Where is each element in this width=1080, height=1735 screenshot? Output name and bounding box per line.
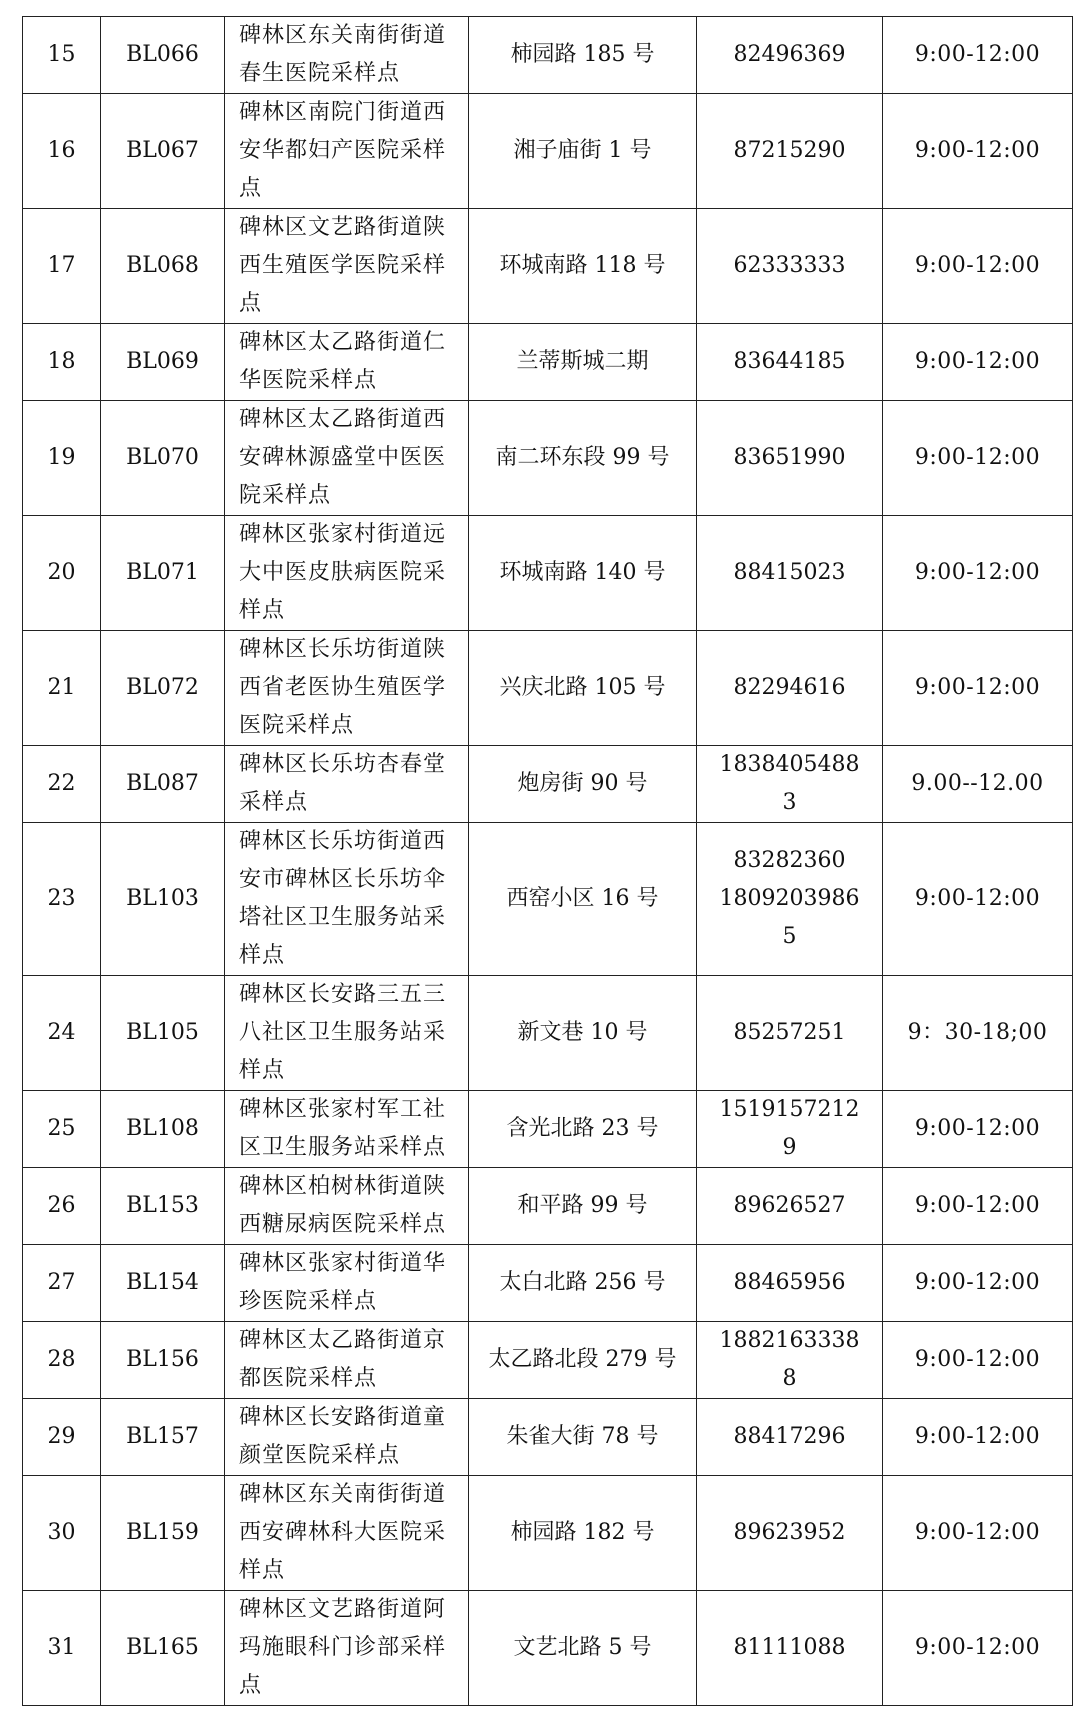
site-code: BL103 [101, 823, 225, 976]
row-number: 16 [23, 94, 101, 209]
row-number: 21 [23, 631, 101, 746]
table-row [23, 94, 1073, 209]
site-code: BL070 [101, 401, 225, 516]
contact-phone [697, 516, 883, 631]
site-address: 环城南路 118 号 [469, 209, 697, 324]
table-row [23, 976, 1073, 1091]
site-address: 兰蒂斯城二期 [469, 324, 697, 401]
phone-number: 62333333 [733, 253, 846, 278]
row-number: 15 [23, 17, 101, 94]
contact-phone [697, 209, 883, 324]
table-row [23, 746, 1073, 823]
site-address: 文艺北路 5 号 [469, 1591, 697, 1706]
contact-phone [697, 1399, 883, 1476]
site-address: 和平路 99 号 [469, 1168, 697, 1245]
table-row [23, 1322, 1073, 1399]
site-code: BL068 [101, 209, 225, 324]
table-row [23, 1168, 1073, 1245]
site-address: 环城南路 140 号 [469, 516, 697, 631]
contact-phone [697, 401, 883, 516]
site-name: 碑林区文艺路街道陕西生殖医学医院采样点 [225, 209, 469, 324]
site-address: 兴庆北路 105 号 [469, 631, 697, 746]
site-code: BL072 [101, 631, 225, 746]
site-name: 碑林区长安路三五三八社区卫生服务站采样点 [225, 976, 469, 1091]
site-address: 炮房街 90 号 [469, 746, 697, 823]
site-address: 太白北路 256 号 [469, 1245, 697, 1322]
site-code: BL069 [101, 324, 225, 401]
phone-number: 81111088 [733, 1635, 846, 1660]
contact-phone [697, 823, 883, 976]
site-name: 碑林区长安路街道童颜堂医院采样点 [225, 1399, 469, 1476]
site-code: BL154 [101, 1245, 225, 1322]
site-name: 碑林区东关南街街道春生医院采样点 [225, 17, 469, 94]
table-row [23, 1091, 1073, 1168]
site-name: 碑林区太乙路街道京都医院采样点 [225, 1322, 469, 1399]
row-number: 30 [23, 1476, 101, 1591]
site-code: BL066 [101, 17, 225, 94]
table-row [23, 823, 1073, 976]
row-number: 19 [23, 401, 101, 516]
site-code: BL157 [101, 1399, 225, 1476]
site-name: 碑林区太乙路街道西安碑林源盛堂中医医院采样点 [225, 401, 469, 516]
table-row [23, 1476, 1073, 1591]
site-code: BL153 [101, 1168, 225, 1245]
site-name: 碑林区张家村街道华珍医院采样点 [225, 1245, 469, 1322]
service-hours: 9:00-12:00 [883, 94, 1073, 209]
site-name: 碑林区东关南街街道西安碑林科大医院采样点 [225, 1476, 469, 1591]
phone-number: 83644185 [733, 349, 846, 374]
phone-number: 89623952 [733, 1520, 846, 1545]
service-hours: 9:00-12:00 [883, 1476, 1073, 1591]
site-address: 湘子庙街 1 号 [469, 94, 697, 209]
phone-number: 83651990 [733, 445, 846, 470]
table-row [23, 401, 1073, 516]
row-number: 25 [23, 1091, 101, 1168]
phone-number: 83282360 [733, 848, 846, 873]
phone-number: 82496369 [733, 42, 846, 67]
phone-number: 18821633388 [719, 1328, 860, 1391]
site-address: 柿园路 185 号 [469, 17, 697, 94]
phone-number: 89626527 [733, 1193, 846, 1218]
service-hours: 9:00-12:00 [883, 1168, 1073, 1245]
phone-number: 85257251 [733, 1020, 846, 1045]
contact-phone [697, 1245, 883, 1322]
contact-phone [697, 94, 883, 209]
table-row [23, 209, 1073, 324]
table-body [23, 17, 1073, 1706]
contact-phone [697, 746, 883, 823]
site-name: 碑林区长乐坊街道陕西省老医协生殖医学医院采样点 [225, 631, 469, 746]
site-name: 碑林区长乐坊杏春堂采样点 [225, 746, 469, 823]
sampling-site-table-container [22, 16, 1072, 1706]
contact-phone [697, 1091, 883, 1168]
site-address: 含光北路 23 号 [469, 1091, 697, 1168]
site-code: BL159 [101, 1476, 225, 1591]
row-number: 28 [23, 1322, 101, 1399]
site-code: BL067 [101, 94, 225, 209]
contact-phone [697, 1322, 883, 1399]
site-address: 西窑小区 16 号 [469, 823, 697, 976]
site-address: 太乙路北段 279 号 [469, 1322, 697, 1399]
site-name: 碑林区张家村街道远大中医皮肤病医院采样点 [225, 516, 469, 631]
service-hours: 9:00-12:00 [883, 1091, 1073, 1168]
contact-phone [697, 324, 883, 401]
site-code: BL156 [101, 1322, 225, 1399]
site-code: BL087 [101, 746, 225, 823]
phone-number: 88417296 [733, 1424, 846, 1449]
table-row [23, 324, 1073, 401]
table-row [23, 1245, 1073, 1322]
service-hours: 9:00-12:00 [883, 823, 1073, 976]
row-number: 29 [23, 1399, 101, 1476]
service-hours: 9:00-12:00 [883, 401, 1073, 516]
table-row [23, 631, 1073, 746]
sampling-site-table [22, 16, 1073, 1706]
row-number: 17 [23, 209, 101, 324]
table-row [23, 1399, 1073, 1476]
contact-phone [697, 1168, 883, 1245]
site-address: 柿园路 182 号 [469, 1476, 697, 1591]
row-number: 23 [23, 823, 101, 976]
site-address: 朱雀大街 78 号 [469, 1399, 697, 1476]
site-address: 新文巷 10 号 [469, 976, 697, 1091]
phone-number: 87215290 [733, 138, 846, 163]
service-hours: 9:00-12:00 [883, 324, 1073, 401]
service-hours: 9:00-12:00 [883, 516, 1073, 631]
service-hours: 9：30-18;00 [883, 976, 1073, 1091]
phone-number: 15191572129 [719, 1097, 860, 1160]
service-hours: 9:00-12:00 [883, 17, 1073, 94]
row-number: 24 [23, 976, 101, 1091]
site-name: 碑林区柏树林街道陕西糖尿病医院采样点 [225, 1168, 469, 1245]
row-number: 20 [23, 516, 101, 631]
contact-phone [697, 1591, 883, 1706]
contact-phone [697, 1476, 883, 1591]
contact-phone [697, 17, 883, 94]
phone-number: 82294616 [733, 675, 846, 700]
site-code: BL165 [101, 1591, 225, 1706]
site-address: 南二环东段 99 号 [469, 401, 697, 516]
phone-number: 18384054883 [719, 752, 860, 815]
phone-number: 18092039865 [719, 886, 860, 949]
table-row [23, 17, 1073, 94]
contact-phone [697, 631, 883, 746]
service-hours: 9:00-12:00 [883, 1591, 1073, 1706]
table-row [23, 1591, 1073, 1706]
site-code: BL105 [101, 976, 225, 1091]
service-hours: 9:00-12:00 [883, 209, 1073, 324]
row-number: 22 [23, 746, 101, 823]
row-number: 31 [23, 1591, 101, 1706]
site-name: 碑林区文艺路街道阿玛施眼科门诊部采样点 [225, 1591, 469, 1706]
service-hours: 9:00-12:00 [883, 1399, 1073, 1476]
service-hours: 9:00-12:00 [883, 1322, 1073, 1399]
contact-phone [697, 976, 883, 1091]
service-hours: 9.00--12.00 [883, 746, 1073, 823]
service-hours: 9:00-12:00 [883, 1245, 1073, 1322]
service-hours: 9:00-12:00 [883, 631, 1073, 746]
row-number: 18 [23, 324, 101, 401]
row-number: 26 [23, 1168, 101, 1245]
site-name: 碑林区长乐坊街道西安市碑林区长乐坊伞塔社区卫生服务站采样点 [225, 823, 469, 976]
site-name: 碑林区太乙路街道仁华医院采样点 [225, 324, 469, 401]
site-code: BL108 [101, 1091, 225, 1168]
phone-number: 88465956 [733, 1270, 846, 1295]
table-row [23, 516, 1073, 631]
site-name: 碑林区南院门街道西安华都妇产医院采样点 [225, 94, 469, 209]
site-name: 碑林区张家村军工社区卫生服务站采样点 [225, 1091, 469, 1168]
phone-number: 88415023 [733, 560, 846, 585]
row-number: 27 [23, 1245, 101, 1322]
site-code: BL071 [101, 516, 225, 631]
